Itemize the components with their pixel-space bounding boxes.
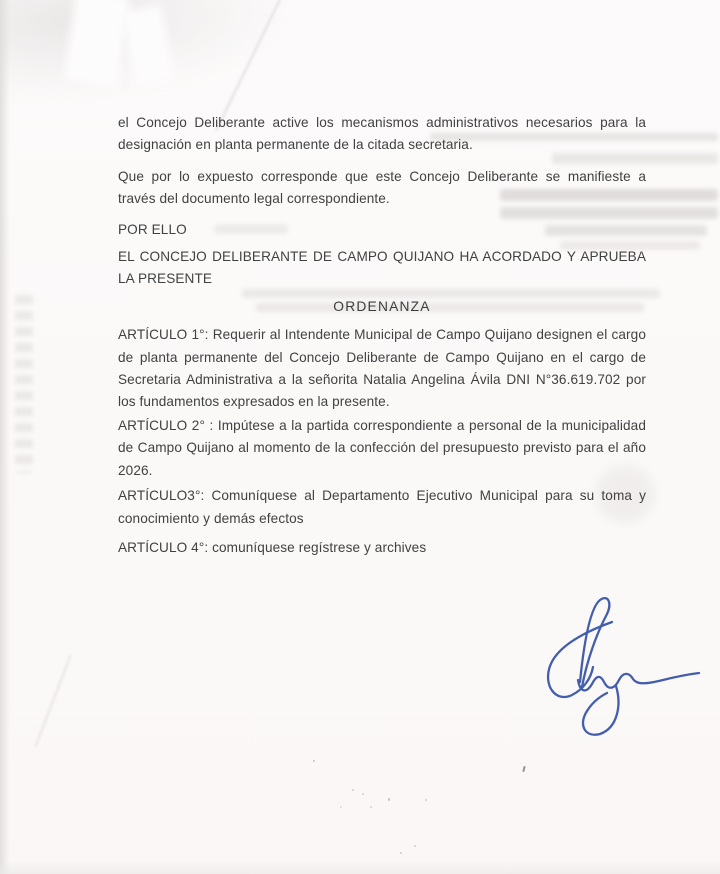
paragraph-expuesto: Que por lo expuesto corresponde que este Concejo Deliberante se manifieste a través del documento legal correspondiente. (118, 168, 646, 207)
bleedthrough-vertical-text (15, 295, 33, 473)
paragraph-articulo-3: ARTÍCULO3°: Comuníquese al Departamento Ejecutivo Municipal para su toma y conocimiento y demás efectos (118, 488, 646, 526)
document-body (118, 0, 646, 559)
paragraph-acuerdo: EL CONCEJO DELIBERANTE DE CAMPO QUIJANO HA ACORDADO Y APRUEBA LA PRESENTE (118, 249, 646, 287)
paper-scratch-mark (35, 655, 72, 747)
scan-edge-shadow (0, 860, 720, 874)
dust-speck (414, 845, 416, 847)
stray-ink-mark (522, 766, 525, 772)
dust-speck (425, 799, 427, 801)
dust-speck (340, 806, 342, 808)
dust-speck (400, 852, 402, 854)
dust-speck (388, 798, 391, 802)
scan-edge-shadow (0, 0, 10, 874)
dust-speck (313, 760, 315, 762)
paragraph-por-ello: POR ELLO (118, 221, 187, 237)
signature-ink-strokes (520, 582, 720, 757)
dust-speck (352, 789, 354, 791)
paragraph-articulo-1: ARTÍCULO 1°: Requerir al Intendente Municipal de Campo Quijano designen el cargo de planta permanente del Concejo Deliberante de Campo Quijano en el cargo de Secretaria Administrativa a la señorita Natalia Angelina Ávila DNI N°36.619.702 por los fundamentos expresados en la presente. (118, 327, 646, 410)
dust-speck (362, 793, 364, 795)
ordenanza-title: ORDENANZA (333, 298, 431, 314)
paragraph-articulo-2: ARTÍCULO 2° : Impútese a la partida correspondiente a personal de la municipalidad de Campo Quijano al momento de la confección del presupuesto previsto para el año 2026. (118, 417, 646, 478)
paragraph-articulo-4: ARTÍCULO 4°: comuníquese regístrese y archives (118, 539, 427, 555)
paragraph-intro: el Concejo Deliberante active los mecanismos administrativos necesarios para la designación en planta permanente de la citada secretaria. (118, 115, 646, 153)
handwritten-signature (520, 582, 720, 757)
dust-speck (370, 806, 372, 808)
